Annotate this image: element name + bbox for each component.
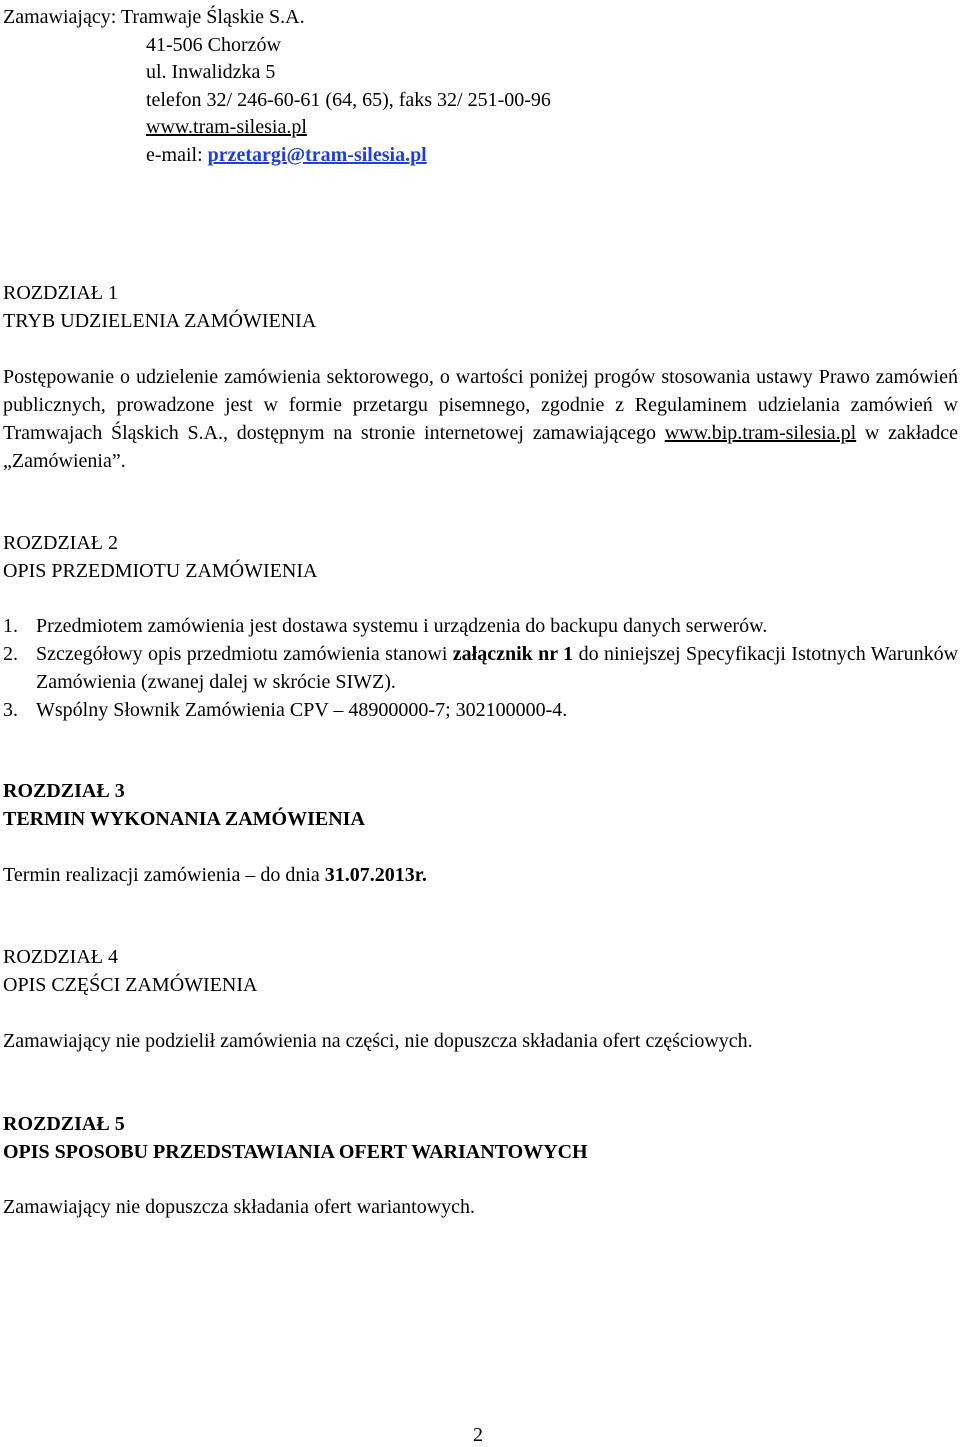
bip-link[interactable]: www.bip.tram-silesia.pl bbox=[664, 422, 857, 444]
list-item-number: 1. bbox=[3, 615, 18, 637]
list-item-number: 3. bbox=[3, 699, 18, 721]
section-3-body bbox=[3, 861, 958, 889]
address-city: 41-506 Chorzów bbox=[146, 33, 281, 56]
section-2 bbox=[3, 529, 958, 585]
website-link[interactable]: www.tram-silesia.pl bbox=[146, 116, 307, 138]
attachment-reference: załącznik nr 1 bbox=[452, 643, 574, 665]
list-item-text: Wspólny Słownik Zamówienia CPV – 48900000-7; 302100000-4. bbox=[36, 699, 568, 721]
page-number: 2 bbox=[473, 1424, 483, 1446]
section-4-text: Zamawiający nie podzielił zamówienia na części, nie dopuszcza składania ofert częściowych. bbox=[3, 1030, 753, 1052]
list-item-number: 2. bbox=[3, 643, 18, 665]
address-street: ul. Inwalidzka 5 bbox=[146, 61, 276, 83]
email-label: e-mail: bbox=[146, 143, 203, 166]
section-1-body bbox=[3, 363, 958, 475]
list-item bbox=[3, 696, 958, 724]
list-item-text: Szczegółowy opis przedmiotu zamówienia stanowi bbox=[36, 643, 448, 665]
section-1-heading: ROZDZIAŁ 1 bbox=[3, 282, 118, 304]
phone-fax: telefon 32/ 246-60-61 (64, 65), faks 32/ 251-00-96 bbox=[146, 88, 551, 111]
section-3-text: Termin realizacji zamówienia – do dnia bbox=[3, 864, 320, 886]
section-4-title: OPIS CZĘŚCI ZAMÓWIENIA bbox=[3, 974, 258, 996]
section-1 bbox=[3, 279, 958, 335]
list-item-text: Przedmiotem zamówienia jest dostawa systemu i urządzenia do backupu danych serwerów. bbox=[36, 615, 768, 637]
section-5-text: Zamawiający nie dopuszcza składania ofert wariantowych. bbox=[3, 1196, 476, 1218]
section-2-heading: ROZDZIAŁ 2 bbox=[3, 532, 118, 554]
section-5-heading: ROZDZIAŁ 5 bbox=[3, 1113, 125, 1135]
section-2-list bbox=[3, 612, 958, 724]
section-4 bbox=[3, 943, 958, 999]
list-item bbox=[3, 612, 958, 640]
section-1-text-end: w zakładce „Zamówienia”. bbox=[3, 422, 959, 472]
contracting-authority-label: Zamawiający: bbox=[3, 6, 117, 28]
section-5-body bbox=[3, 1193, 958, 1221]
section-3 bbox=[3, 777, 958, 833]
section-3-title: TERMIN WYKONANIA ZAMÓWIENIA bbox=[3, 808, 365, 830]
completion-date: 31.07.2013r. bbox=[324, 864, 427, 886]
contracting-authority-header bbox=[3, 4, 551, 169]
section-5-title: OPIS SPOSOBU PRZEDSTAWIANIA OFERT WARIANTOWYCH bbox=[3, 1141, 588, 1163]
section-5 bbox=[3, 1110, 958, 1166]
list-item bbox=[3, 640, 958, 696]
list-item-text-end: do niniejszej Specyfikacji Istotnych Warunków Zamówienia (zwanej dalej w skrócie SIWZ). bbox=[36, 643, 959, 693]
section-4-body bbox=[3, 1027, 958, 1055]
section-1-title: TRYB UDZIELENIA ZAMÓWIENIA bbox=[3, 310, 317, 332]
email-link[interactable]: przetargi@tram-silesia.pl bbox=[207, 143, 427, 166]
contracting-authority-name: Tramwaje Śląskie S.A. bbox=[120, 6, 305, 28]
section-4-heading: ROZDZIAŁ 4 bbox=[3, 946, 118, 968]
section-2-title: OPIS PRZEDMIOTU ZAMÓWIENIA bbox=[3, 560, 318, 582]
section-1-text: Postępowanie o udzielenie zamówienia sektorowego, o wartości poniżej progów stosowania ustawy Prawo zamówień publicznych, prowadzone jest w formie przetargu pisemnego, zgodnie z Regulaminem udzielania zamówień w Tramwajach Śląskich S.A., dostępnym na stronie internetowej zamawiającego bbox=[3, 366, 958, 444]
section-3-heading: ROZDZIAŁ 3 bbox=[3, 780, 125, 802]
